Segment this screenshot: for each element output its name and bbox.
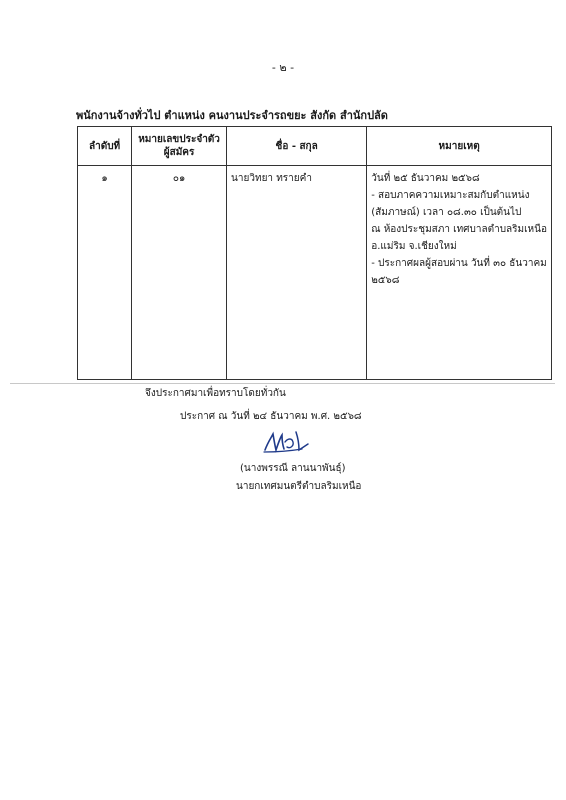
section-heading: พนักงานจ้างทั่วไป ตำแหน่ง คนงานประจำรถขยะ สังกัด สำนักปลัด (76, 109, 388, 122)
table-row (78, 166, 552, 380)
remark-line: - สอบภาคความเหมาะสมกับตำแหน่ง (371, 190, 530, 201)
cell-applicant-number: ๐๑ (132, 166, 227, 380)
header-applicant-number: หมายเลขประจำตัว ผู้สมัคร (132, 127, 227, 166)
header-name: ชื่อ - สกุล (227, 127, 367, 166)
page-number: - ๒ - (271, 61, 295, 74)
applicants-table (77, 126, 552, 380)
handwritten-signature (262, 428, 310, 460)
cell-order: ๑ (78, 166, 132, 380)
header-remarks: หมายเหตุ (367, 127, 552, 166)
remark-line: ๒๕๖๘ (371, 275, 400, 286)
table-header-row (78, 127, 552, 166)
header-order: ลำดับที่ (78, 127, 132, 166)
remark-line: วันที่ ๒๕ ธันวาคม ๒๕๖๘ (371, 173, 480, 184)
announcement-text: จึงประกาศมาเพื่อทราบโดยทั่วกัน (145, 388, 286, 399)
announcement-date: ประกาศ ณ วันที่ ๒๔ ธันวาคม พ.ศ. ๒๕๖๘ (180, 411, 362, 422)
signature-drawing (262, 428, 310, 456)
signatory-name: (นางพรรณี ลานนาพันธุ์) (240, 463, 346, 474)
cell-name: นายวิทยา ทรายคำ (227, 166, 367, 380)
signatory-position: นายกเทศมนตรีตำบลริมเหนือ (236, 481, 362, 492)
remark-line: อ.แม่ริม จ.เชียงใหม่ (371, 241, 457, 252)
remark-line: (สัมภาษณ์) เวลา ๐๘.๓๐ เป็นต้นไป (371, 207, 522, 218)
remark-line: - ประกาศผลผู้สอบผ่าน วันที่ ๓๐ ธันวาคม (371, 258, 547, 269)
cell-remarks (367, 166, 552, 380)
remark-line: ณ ห้องประชุมสภา เทศบาลตำบลริมเหนือ (371, 224, 547, 235)
scan-divider (10, 383, 555, 384)
